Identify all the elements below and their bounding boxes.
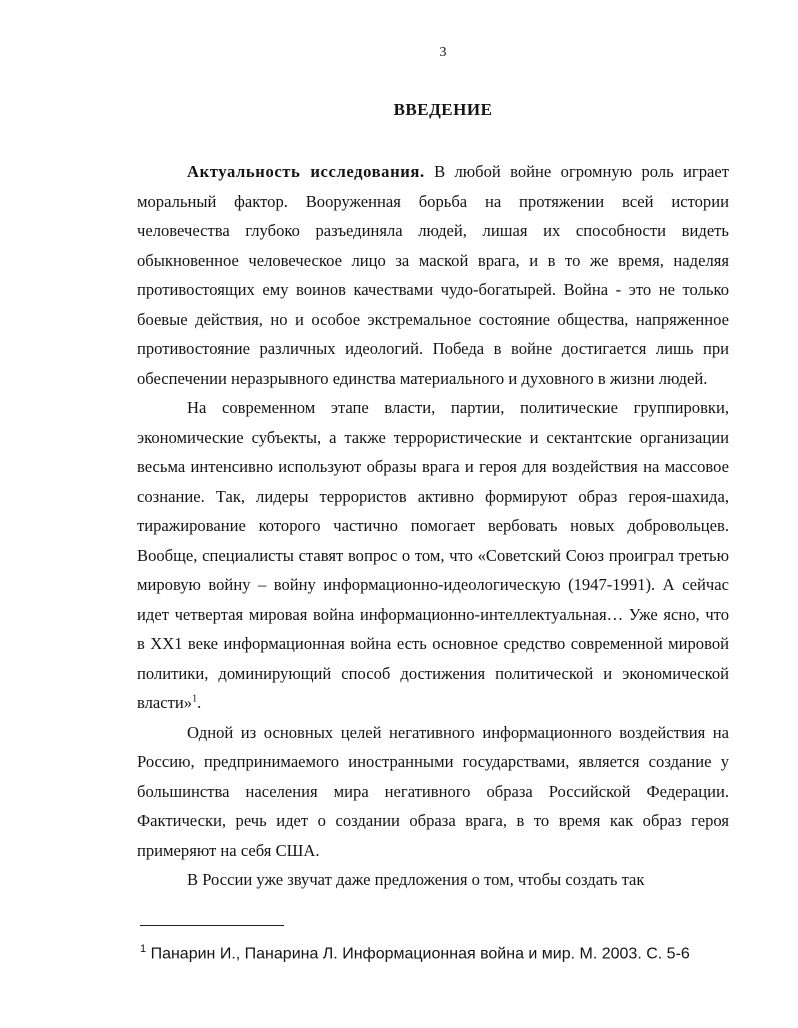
paragraph-relevance: [137, 157, 729, 393]
footnote-separator: [140, 925, 284, 926]
paragraph-text: В любой войне огромную роль играет моральный фактор. Вооруженная борьба на протяжении всей истории человечества глубоко разъединяла людей, лишая их способности видеть обыкновенное человеческое лицо за маской врага, и в то же время, наделяя противостоящих ему воинов качествами чудо-богатырей. Война - это не только боевые действия, но и особое экстремальное состояние общества, напряженное противостояние различных идеологий. Победа в войне достигается лишь при обеспечении неразрывного единства материального и духовного в жизни людей.: [137, 162, 729, 388]
paragraph-tail: .: [197, 693, 202, 712]
footnote: [140, 938, 740, 965]
paragraph-lead-bold: Актуальность исследования.: [187, 162, 425, 181]
page-number: 3: [439, 45, 447, 60]
footnote-marker: 1: [140, 943, 147, 955]
paragraph-negative-image: [137, 718, 729, 866]
paragraph-proposals: [137, 865, 729, 895]
paragraph-modern-stage: [137, 393, 729, 718]
body-text: [137, 157, 729, 895]
paragraph-text: На современном этапе власти, партии, политические группировки, экономические субъекты, а также террористические и сектантские организации весьма интенсивно используют образы врага и героя для воздействия на массовое сознание. Так, лидеры террористов активно формируют образ героя-шахида, тиражирование которого частично помогает вербовать новых добровольцев. Вообще, специалисты ставят вопрос о том, что «Советский Союз проиграл третью мировую войну – войну информационно-идеологическую (1947-1991). А сейчас идет четвертая мировая война информационно-интеллектуальная… Уже ясно, что в XX1 веке информационная война есть основное средство современной мировой политики, доминирующий способ достижения политической и экономической власти»: [137, 398, 729, 712]
paragraph-text: В России уже звучат даже предложения о том, чтобы создать так: [187, 870, 645, 889]
footnote-reference[interactable]: 1: [192, 693, 198, 705]
footnote-text: Панарин И., Панарина Л. Информационная война и мир. М. 2003. С. 5-6: [146, 945, 690, 963]
paragraph-text: Одной из основных целей негативного информационного воздействия на Россию, предпринимаемого иностранными государствами, является создание у большинства населения мира негативного образа Российской Федерации. Фактически, речь идет о создании образа врага, в то время как образ героя примеряют на себя США.: [137, 722, 729, 860]
section-heading: ВВЕДЕНИЕ: [393, 100, 493, 119]
